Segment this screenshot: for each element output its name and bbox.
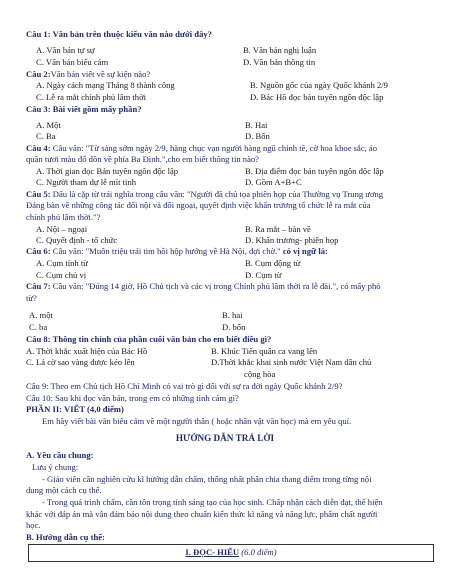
q5-option-c: C. Quyết định - tổ chức xyxy=(36,235,118,245)
q2-option-c: C. Lễ ra mắt chính phủ lâm thời xyxy=(36,92,147,102)
q4-option-a: A. Thời gian đọc Bản tuyên ngôn độc lập xyxy=(36,166,179,176)
question-3-title: Câu 3: Bài viết gồm mấy phần? xyxy=(26,104,142,114)
guide-para-1-line-2: dung một cách cụ thể. xyxy=(26,485,102,495)
q4-label: Câu 4: xyxy=(26,143,51,153)
guide-title: HƯỚNG DẪN TRẢ LỜI xyxy=(175,433,275,443)
q4-option-c: C. Người tham dự lễ mít tinh xyxy=(36,177,137,187)
q5-option-d: D. Khẩn trương- phiên họp xyxy=(245,235,339,245)
q7-option-d: D. bốn xyxy=(222,322,246,332)
guide-note: Lưu ý chung: xyxy=(32,462,79,472)
question-5-line-2: Đảng bàn về những công tác đối nội và đối ngoại, quyết định việc khẩn trương tổ chức lễ ra mắt của xyxy=(26,200,371,210)
part-2-title: PHẦN II: VIẾT (4,0 điểm) xyxy=(26,404,124,414)
question-5-line-3: chính phủ lâm thời."? xyxy=(26,212,101,222)
question-8-title: Câu 8: Thông tin chính của phần cuối văn bản cho em biết điều gì? xyxy=(26,334,272,344)
q8-option-a: A. Thời khắc xuất hiện của Bác Hồ xyxy=(26,346,148,356)
question-2 xyxy=(26,69,150,79)
q8-option-d-line-1: D.Thời khắc khai sinh nước Việt Nam dân chủ xyxy=(211,357,372,367)
q6-label: Câu 6: xyxy=(26,246,51,256)
q7-label: Câu 7: xyxy=(26,281,51,291)
q2-label: Câu 2: xyxy=(26,69,51,79)
question-10: Câu 10: Sau khi đọc văn bản, trong em có những tình cảm gì? xyxy=(26,393,239,403)
q2-option-b: B. Nguồn gốc của ngày Quốc khánh 2/9 xyxy=(250,80,388,90)
guide-para-2-line-1: - Trong quá trình chấm, cần tôn trọng tính sáng tạo của học sinh. Chấp nhận cách diễn đạt, thể hiện xyxy=(42,497,383,507)
q3-option-b: B. Hai xyxy=(245,120,268,130)
reading-section-title: I. ĐỌC- HIỂU xyxy=(185,547,240,557)
q7-option-c: C. ba xyxy=(29,322,48,332)
q3-option-a: A. Một xyxy=(36,120,61,130)
reading-section-points: (6.0 điểm) xyxy=(239,547,277,557)
q8-option-d-line-2: cộng hòa xyxy=(244,369,276,379)
q8-option-b: B. Khúc Tiến quân ca vang lên xyxy=(211,346,318,356)
section-header-text xyxy=(29,547,433,557)
question-5-line-1 xyxy=(26,189,383,199)
q6-option-b: B. Cụm động từ xyxy=(245,258,301,268)
q2-option-d: D. Bác Hồ đọc bản tuyên ngôn độc lập xyxy=(250,92,384,102)
q4-option-d: D. Gồm A+B+C xyxy=(245,177,302,187)
part-2-text: Em hãy viết bài văn biểu cảm về một người thân ( hoặc nhân vật văn học) mà em yêu quí. xyxy=(42,416,352,426)
q6-option-d: D. Cụm từ xyxy=(245,270,282,280)
question-6 xyxy=(26,246,328,256)
q5-label: Câu 5: xyxy=(26,189,51,199)
q5-text-1: Dấu là cặp từ trái nghĩa trong câu văn: "Người đã chủ tọa phiên họp của Thường vụ Trung ương xyxy=(50,189,384,199)
q7-text-1: Câu văn: "Đúng 14 giờ, Hồ Chủ tịch và các vị trong Chính phủ lâm thời ra lễ đài.", có mấy phó xyxy=(50,281,381,291)
q2-option-a: A. Ngày cách mạng Tháng 8 thành công xyxy=(36,80,175,90)
guide-section-a-title: A. Yêu cầu chung: xyxy=(26,450,94,460)
question-4-line-2: quần tươi màu đổ dồn về phía Ba Đình.",cho em biết thông tin nào? xyxy=(26,154,260,164)
question-1-title: Câu 1: Văn bản trên thuộc kiểu văn nào dưới đây? xyxy=(26,29,212,39)
question-4-line-1 xyxy=(26,143,377,153)
guide-section-b-title: B. Hướng dẫn cụ thể: xyxy=(26,532,105,542)
q6-text: Câu văn: "Muôn triệu trái tim hồi hộp hướng về Hà Nội, đợi chờ." xyxy=(50,246,283,256)
question-9: Câu 9: Theo em Chủ tịch Hồ Chí Minh có vai trò gì đối với sự ra đời ngày Quốc khánh 2/9? xyxy=(26,381,343,391)
q5-option-b: B. Ra mắt – bàn về xyxy=(245,224,311,234)
q3-option-c: C. Ba xyxy=(36,131,56,141)
guide-para-2-line-3: học. xyxy=(26,520,41,530)
q6-option-a: A. Cụm tính từ xyxy=(36,258,88,268)
q1-option-c: C. Văn bản biểu cảm xyxy=(36,57,109,67)
q7-option-b: B. hai xyxy=(222,310,243,320)
guide-para-1-line-1: - Giáo viên cần nghiên cứu kĩ hướng dẫn chấm, thống nhất phân chia thang điểm trong từng nội xyxy=(42,474,372,484)
q1-option-d: D. Văn bản thông tin xyxy=(243,57,316,67)
section-header-box xyxy=(28,544,434,562)
question-7-line-2: từ? xyxy=(26,293,37,303)
q4-text-1: Câu văn: "Từ sáng sớm ngày 2/9, hàng chục vạn người hàng ngũ chỉnh tề, cờ hoa khoe sắc, áo xyxy=(50,143,378,153)
q2-text: Văn bản viết về sự kiện nào? xyxy=(50,69,151,79)
q1-option-a: A. Văn bản tự sự xyxy=(36,45,95,55)
guide-para-2-line-2: khác với đáp án mà vẫn đảm bảo nội dung theo chuẩn kiến thức kĩ năng và năng lực, phẩm chất người xyxy=(26,509,378,519)
q7-option-a: A. một xyxy=(29,310,53,320)
q4-option-b: B. Địa điểm đọc bản tuyên ngôn độc lập xyxy=(245,166,384,176)
q6-option-c: C. Cụm chủ vị xyxy=(36,270,87,280)
q5-option-a: A. Nội – ngoại xyxy=(36,224,88,234)
q8-option-c: C. Lá cờ sao vàng được kéo lên xyxy=(26,357,135,367)
q6-bold: có vị ngữ là: xyxy=(282,246,328,256)
q3-option-d: D. Bốn xyxy=(245,131,270,141)
q1-option-b: B. Văn bản nghị luận xyxy=(243,45,317,55)
question-7-line-1 xyxy=(26,281,381,291)
